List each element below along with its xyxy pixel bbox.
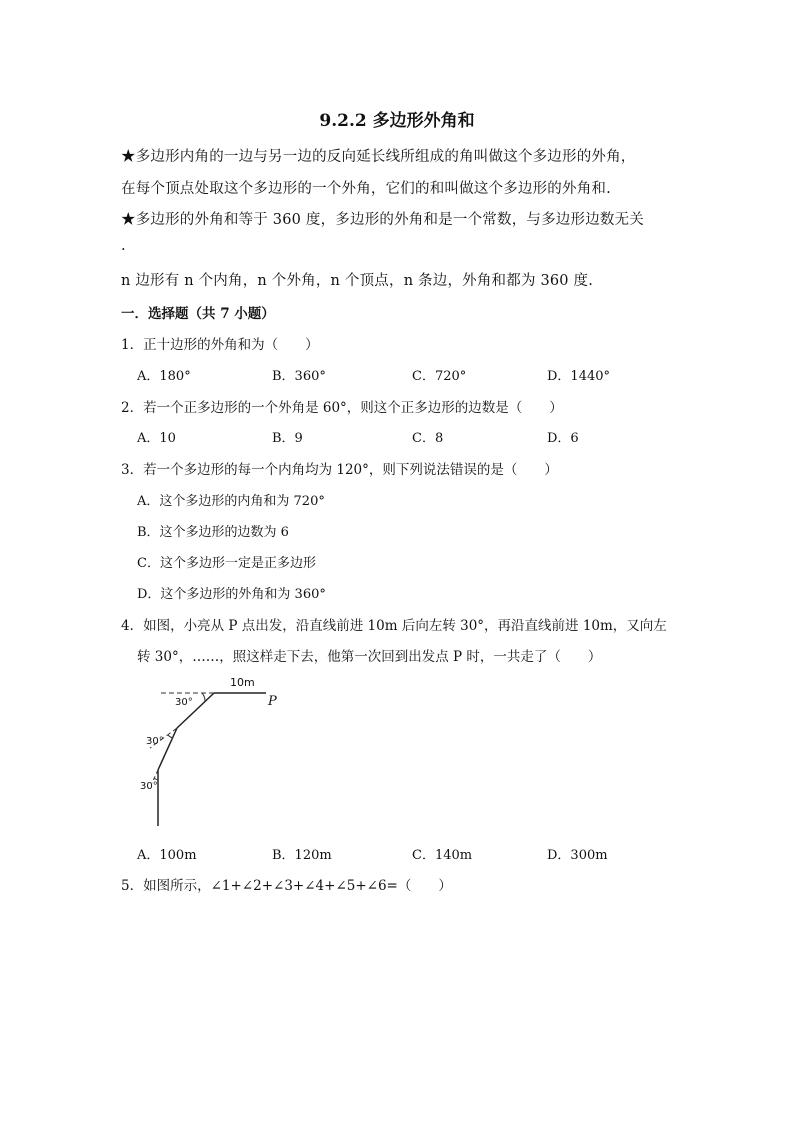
q2-option-b: B．9	[272, 431, 303, 446]
q3-option-d: D．这个多边形的外角和为 360°	[137, 587, 326, 602]
intro-line-4: .	[121, 238, 126, 254]
q4-option-a: A．100m	[137, 848, 197, 863]
q4-option-d: D．300m	[547, 848, 608, 863]
q2-option-a: A．10	[137, 431, 176, 446]
q1-option-b: B．360°	[272, 369, 326, 384]
q3-option-c: C．这个多边形一定是正多边形	[137, 556, 316, 571]
angle-arc-1	[202, 693, 205, 701]
q1-option-d: D．1440°	[547, 369, 611, 384]
q3-option-a: A．这个多边形的内角和为 720°	[137, 494, 325, 509]
page-title: 9.2.2 多边形外角和	[319, 111, 475, 131]
q4-option-c: C．140m	[412, 848, 473, 863]
intro-line-5: n 边形有 n 个内角，n 个外角，n 个顶点，n 条边，外角和都为 360 度.	[121, 273, 594, 289]
q2-option-d: D．6	[547, 431, 579, 446]
path-segment-3	[158, 728, 177, 770]
q2-option-c: C．8	[412, 431, 444, 446]
intro-line-1: ★多边形内角的一边与另一边的反向延长线所组成的角叫做这个多边形的外角，	[121, 149, 636, 165]
question-2-stem: 2．若一个正多边形的一个外角是 60°，则这个正多边形的边数是（ ）	[121, 400, 563, 416]
intro-line-3: ★多边形的外角和等于 360 度，多边形的外角和是一个常数，与多边形边数无关	[121, 212, 644, 228]
section-title: 一．选择题（共 7 小题）	[121, 306, 275, 322]
question-4-stem-line-2: 转 30°，……，照这样走下去，他第一次回到出发点 P 时，一共走了（ ）	[137, 649, 602, 665]
question-4-stem-line-1: 4．如图，小亮从 P 点出发，沿直线前进 10m 后向左转 30°，再沿直线前进 10m，又向左	[121, 618, 667, 634]
q3-option-b: B．这个多边形的边数为 6	[137, 525, 289, 540]
q1-option-c: C．720°	[412, 369, 467, 384]
point-p-label: P	[268, 694, 277, 709]
walking-path-figure	[130, 676, 300, 836]
question-1-stem: 1．正十边形的外角和为（ ）	[121, 337, 319, 353]
question-3-stem: 3．若一个多边形的每一个内角均为 120°，则下列说法错误的是（ ）	[121, 462, 558, 478]
angle-label-2: 30°	[146, 736, 164, 747]
angle-label-1: 30°	[175, 697, 193, 708]
q1-option-a: A．180°	[137, 369, 191, 384]
angle-arc-2	[168, 735, 173, 738]
question-5-stem: 5．如图所示，∠1+∠2+∠3+∠4+∠5+∠6=（ ）	[121, 878, 452, 894]
intro-line-2: 在每个顶点处取这个多边形的一个外角，它们的和叫做这个多边形的外角和.	[121, 181, 611, 197]
angle-label-3: 30°	[140, 781, 158, 792]
distance-label: 10m	[230, 676, 255, 689]
q4-option-b: B．120m	[272, 848, 332, 863]
